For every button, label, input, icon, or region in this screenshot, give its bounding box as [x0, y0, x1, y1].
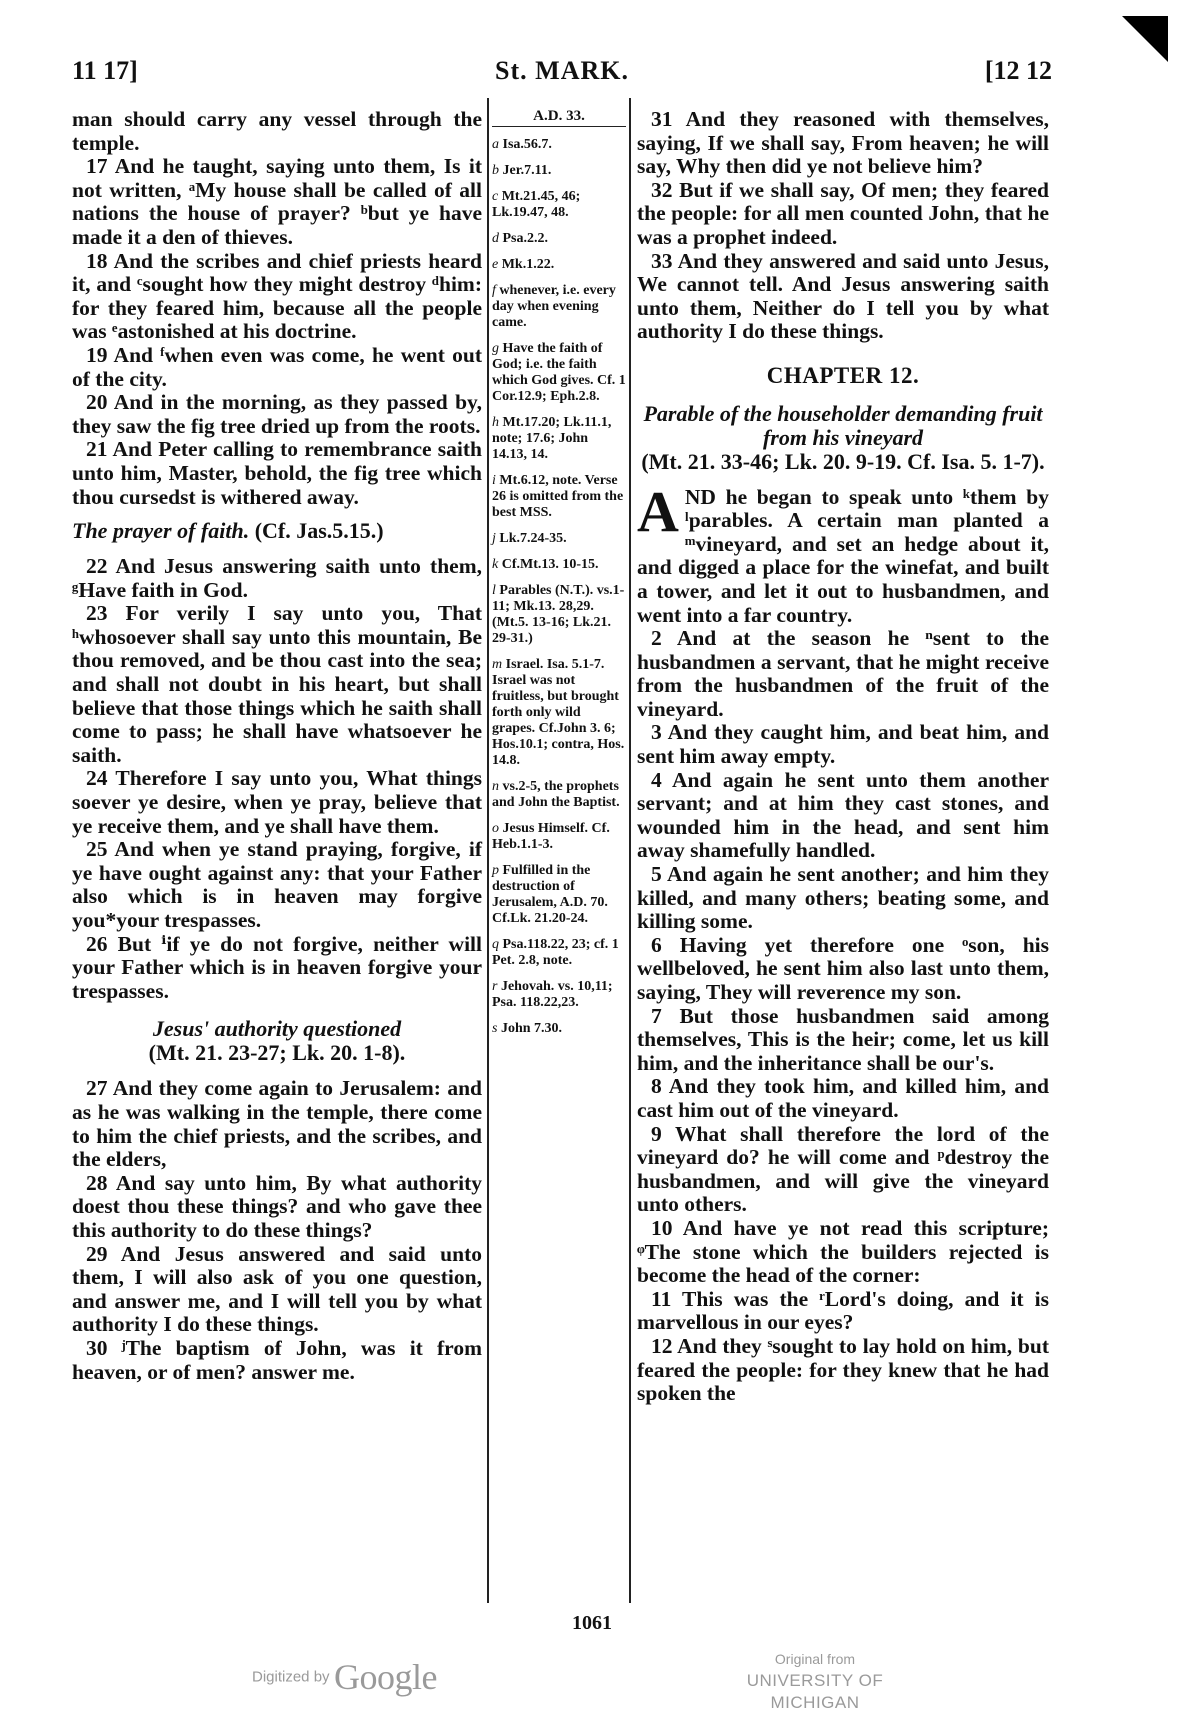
- margin-note-text: Jesus Himself. Cf. Heb.1.1-3.: [492, 821, 610, 852]
- margin-note: [492, 189, 626, 221]
- verse-paragraph: 33 And they answered and said unto Jesus, We cannot tell. And Jesus answering saith unto them, Neither do I tell you by what authority I do these things.: [637, 248, 1049, 344]
- verse-paragraph: 6 Having yet therefore one ᵒson, his wellbeloved, he sent him also last unto them, saying, They will reverence my son.: [637, 932, 1049, 1004]
- margin-note-letter: l: [492, 583, 496, 598]
- running-head-left: 11 17]: [72, 56, 138, 85]
- verse-paragraph: 18 And the scribes and chief priests heard it, and ᶜsought how they might destroy ᵈhim: for they feared him, because all the people was ᵉastonished at his doctrine.: [72, 248, 482, 344]
- margin-note-text: Lk.7.24-35.: [499, 531, 567, 546]
- margin-note-text: Jehovah. vs. 10,11; Psa. 118.22,23.: [492, 979, 613, 1010]
- margin-note: [492, 137, 626, 153]
- column-rule-left: [487, 98, 489, 1603]
- verse-paragraph: 29 And Jesus answered and said unto them, I will also ask of you one question, and answer me, and I will tell you by what authority I do these things.: [72, 1241, 482, 1337]
- margin-note-text: Psa.2.2.: [502, 231, 548, 246]
- margin-note: [492, 257, 626, 273]
- margin-note: [492, 231, 626, 247]
- margin-note-letter: s: [492, 1021, 498, 1036]
- margin-note: [492, 821, 626, 853]
- margin-note-letter: p: [492, 863, 499, 878]
- page-number: 1061: [572, 1612, 612, 1634]
- digitized-by-label: Digitized by: [252, 1668, 330, 1686]
- verse-paragraph: 28 And say unto him, By what authority doest thou these things? and who gave thee this authority to do these things?: [72, 1170, 482, 1242]
- running-head-title: St. MARK.: [495, 56, 629, 85]
- margin-note: [492, 979, 626, 1011]
- margin-note-letter: c: [492, 189, 499, 204]
- margin-note-letter: a: [492, 137, 499, 152]
- margin-note-letter: n: [492, 779, 499, 794]
- margin-note-text: Parables (N.T.). vs.1-11; Mk.13. 28,29. (Mt.5. 13-16; Lk.21. 29-31.): [492, 583, 625, 646]
- verse-paragraph: 12 And they ˢsought to lay hold on him, but feared the people: for they knew that he had spoken the: [637, 1333, 1049, 1406]
- ad-date-label: A.D. 33.: [492, 108, 626, 127]
- verse-paragraph: 21 And Peter calling to remembrance saith unto him, Master, behold, the fig tree which thou cursedst is withered away.: [72, 437, 482, 509]
- margin-note: [492, 283, 626, 331]
- margin-note-text: Cf.Mt.13. 10-15.: [501, 557, 599, 572]
- margin-note-letter: k: [492, 557, 499, 572]
- margin-note: [492, 1021, 626, 1037]
- margin-note: [492, 163, 626, 179]
- margin-note-text: Mt.6.12, note. Verse 26 is omitted from the best MSS.: [492, 473, 624, 520]
- margin-note: [492, 583, 626, 647]
- margin-note: [492, 779, 626, 811]
- margin-note-letter: b: [492, 163, 499, 178]
- institution-label: UNIVERSITY OF MICHIGAN: [746, 1671, 884, 1712]
- column-rule-right: [629, 98, 631, 1603]
- margin-note-text: Isa.56.7.: [502, 137, 552, 152]
- margin-note: [492, 657, 626, 769]
- drop-cap: A: [637, 478, 679, 544]
- section-heading-reference: (Cf. Jas.5.15.): [249, 518, 384, 544]
- margin-notes-column: [492, 108, 626, 1047]
- margin-note-letter: o: [492, 821, 499, 836]
- verse-paragraph: 2 And at the season he ⁿsent to the husbandmen a servant, that he might receive from the husbandmen of the fruit of the vineyard.: [637, 626, 1049, 721]
- verse-paragraph: 8 And they took him, and killed him, and cast him out of the vineyard.: [637, 1074, 1049, 1122]
- verse-paragraph: 3 And they caught him, and beat him, and sent him away empty.: [637, 720, 1049, 769]
- margin-note: [492, 531, 626, 547]
- section-heading: [637, 402, 1049, 474]
- verse-paragraph: 27 And they come again to Jerusalem: and as he was walking in the temple, there come to him the chief priests, and the scribes, and the elders,: [72, 1076, 482, 1172]
- margin-note-letter: d: [492, 231, 499, 246]
- running-head: [72, 56, 1052, 90]
- verse-paragraph: 31 And they reasoned with themselves, saying, If we shall say, From heaven; he will say, Why then did ye not believe him?: [637, 107, 1049, 179]
- section-heading-title: The prayer of faith.: [72, 518, 250, 544]
- verse-paragraph: 5 And again he sent another; and him they killed, and many others; beating some, and killing some.: [637, 862, 1049, 934]
- running-head-right: [12 12: [984, 56, 1052, 85]
- margin-note-text: whenever, i.e. every day when evening came.: [492, 283, 616, 330]
- verse-paragraph: 19 And ᶠwhen even was come, he went out of the city.: [72, 342, 482, 391]
- verse-paragraph: 20 And in the morning, as they passed by, they saw the fig tree dried up from the roots.: [72, 390, 482, 438]
- margin-note-text: Psa.118.22, 23; cf. 1 Pet. 2.8, note.: [492, 937, 619, 968]
- margin-note-text: John 7.30.: [500, 1021, 563, 1036]
- section-heading-reference: (Mt. 21. 23-27; Lk. 20. 1-8).: [148, 1040, 406, 1066]
- margin-note-letter: j: [492, 531, 496, 546]
- margin-note-text: Mk.1.22.: [501, 257, 555, 272]
- margin-note: [492, 863, 626, 927]
- corner-mark: [1122, 16, 1168, 62]
- margin-note-letter: m: [492, 657, 503, 672]
- margin-note: [492, 473, 626, 521]
- margin-note-text: vs.2-5, the prophets and John the Baptist.: [492, 779, 620, 810]
- original-from-watermark: [700, 1648, 930, 1714]
- section-heading-title: Jesus' authority questioned: [152, 1016, 402, 1042]
- left-text-column: [72, 108, 482, 1384]
- right-text-column: [637, 108, 1049, 1406]
- verse-paragraph: 23 For verily I say unto you, That ʰwhosoever shall say unto this mountain, Be thou removed, and be thou cast into the sea; and shall not doubt in his heart, but shall believe that those things which he saith shall come to pass; he shall have whatsoever he saith.: [72, 601, 482, 767]
- verse-paragraph: 7 But those husbandmen said among themselves, This is the heir; come, let us kill him, and the inheritance shall be our's.: [637, 1003, 1049, 1075]
- margin-note-letter: q: [492, 937, 499, 952]
- verse-paragraph: man should carry any vessel through the temple.: [72, 107, 482, 155]
- margin-note: [492, 341, 626, 405]
- verse-paragraph: 30 ʲThe baptism of John, was it from heaven, or of men? answer me.: [72, 1335, 482, 1384]
- margin-note-text: Mt.21.45, 46; Lk.19.47, 48.: [492, 189, 581, 220]
- margin-note: [492, 415, 626, 463]
- original-from-label: Original from: [774, 1651, 856, 1667]
- margin-note-text: Mt.17.20; Lk.11.1, note; 17.6; John 14.13, 14.: [492, 415, 612, 462]
- margin-note-letter: e: [492, 257, 499, 272]
- margin-note-text: Israel. Isa. 5.1-7. Israel was not fruitless, but brought forth only wild grapes. Cf.John 3. 6; Hos.10.1; contra, Hos. 14.8.: [492, 657, 625, 768]
- margin-note-letter: f: [492, 283, 496, 298]
- margin-note-text: Fulfilled in the destruction of Jerusalem, A.D. 70. Cf.Lk. 21.20-24.: [492, 863, 608, 926]
- margin-note-letter: g: [492, 341, 499, 356]
- verse-paragraph: 10 And have ye not read this scripture; ᵠThe stone which the builders rejected is become the head of the corner:: [637, 1215, 1049, 1288]
- chapter-title: CHAPTER 12.: [766, 362, 920, 388]
- verse-paragraph: 11 This was the ʳLord's doing, and it is marvellous in our eyes?: [637, 1286, 1049, 1335]
- margin-note-letter: i: [492, 473, 496, 488]
- verse-paragraph: 22 And Jesus answering saith unto them, ᵍHave faith in God.: [72, 554, 482, 602]
- section-heading-reference: (Mt. 21. 33-46; Lk. 20. 9-19. Cf. Isa. 5. 1-7).: [641, 448, 1045, 474]
- verse-paragraph: 32 But if we shall say, Of men; they feared the people: for all men counted John, that he was a prophet indeed.: [637, 177, 1049, 249]
- section-heading-title: Parable of the householder demanding fruit from his vineyard: [643, 400, 1043, 450]
- margin-notes-list: [492, 137, 626, 1037]
- margin-note: [492, 557, 626, 573]
- verse-paragraph: 17 And he taught, saying unto them, Is it not written, ᵃMy house shall be called of all nations the house of prayer? ᵇbut ye have made it a den of thieves.: [72, 154, 482, 249]
- google-logo: Google: [334, 1657, 437, 1697]
- verse-paragraph: 25 And when ye stand praying, forgive, if ye have ought against any: that your Father also which is in heaven may forgive you*your trespasses.: [72, 837, 482, 932]
- section-heading: [72, 519, 482, 543]
- margin-note-text: Have the faith of God; i.e. the faith which God gives. Cf. 1 Cor.12.9; Eph.2.8.: [492, 341, 626, 404]
- verse-paragraph: 4 And again he sent unto them another servant; and at him they cast stones, and wounded him in the head, and sent him away shamefully handled.: [637, 767, 1049, 863]
- digitized-by-watermark: [252, 1656, 437, 1697]
- verse-paragraph: [637, 478, 1049, 628]
- verse-paragraph: 26 But ⁱif ye do not forgive, neither will your Father which is in heaven forgive your trespasses.: [72, 931, 482, 1003]
- verse-paragraph: 24 Therefore I say unto you, What things soever ye desire, when ye pray, believe that ye receive them, and ye shall have them.: [72, 766, 482, 838]
- margin-note-letter: r: [492, 979, 498, 994]
- drop-cap-text: ND he began to speak unto ᵏthem by ˡparables. A certain man planted a ᵐvineyard, and set an hedge about it, and digged a place for the winefat, and built a tower, and let it out to husbandmen, and went into a far country.: [637, 484, 1049, 627]
- section-heading: [72, 1017, 482, 1065]
- verse-paragraph: 9 What shall therefore the lord of the vineyard do? he will come and ᵖdestroy the husbandmen, and will give the vineyard unto others.: [637, 1121, 1049, 1217]
- margin-note: [492, 937, 626, 969]
- margin-note-text: Jer.7.11.: [502, 163, 552, 178]
- margin-note-letter: h: [492, 415, 499, 430]
